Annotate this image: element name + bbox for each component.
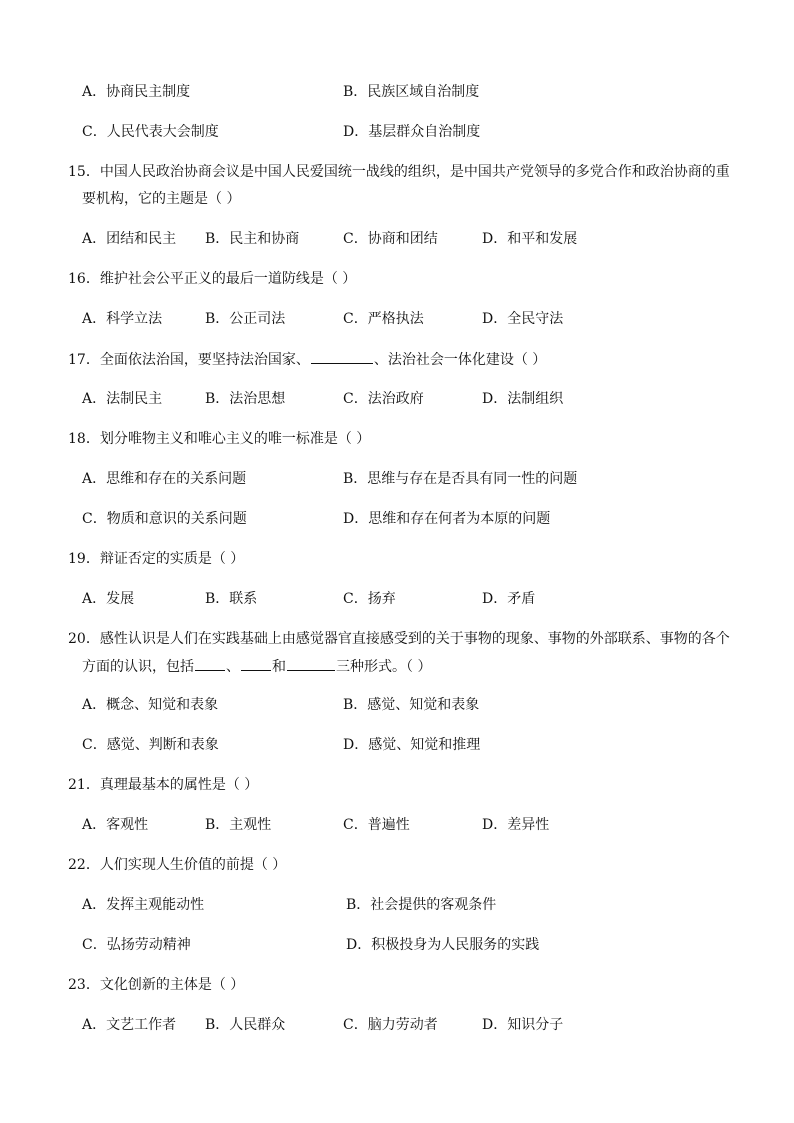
q16-stem-text: 16．维护社会公平正义的最后一道防线是（ ） (68, 271, 357, 287)
q17-stem-part-b: 、法治社会一体化建设（ ） (373, 352, 547, 368)
q22-option-d: D．积极投身为人民服务的实践 (346, 937, 540, 953)
q16-option-b: B．公正司法 (205, 311, 286, 327)
q15-option-c: C．协商和团结 (343, 231, 438, 247)
q21-option-c: C．普遍性 (343, 817, 410, 833)
q15-option-a: A．团结和民主 (82, 231, 177, 247)
q17-option-d: D．法制组织 (482, 391, 564, 407)
q20-separator-1: 、 (226, 659, 240, 675)
q21-stem-text: 21．真理最基本的属性是（ ） (68, 777, 259, 793)
q19-stem-text: 19．辩证否定的实质是（ ） (68, 551, 245, 567)
q16-option-a: A．科学立法 (82, 311, 163, 327)
q19-option-a: A．发展 (82, 591, 135, 607)
q21-option-d: D．差异性 (482, 817, 550, 833)
q15-option-b: B．民主和协商 (205, 231, 300, 247)
q15-stem-text-1: 15．中国人民政治协商会议是中国人民爱国统一战线的组织，是中国共产党领导的多党合作和政治协商的重 (68, 164, 730, 180)
q15-option-d: D．和平和发展 (482, 231, 578, 247)
q19-option-d: D．矛盾 (482, 591, 536, 607)
q23-stem-text: 23．文化创新的主体是（ ） (68, 977, 245, 993)
q16-option-d: D．全民守法 (482, 311, 564, 327)
q20-separator-2: 和 (272, 659, 286, 675)
q14-option-a: A．协商民主制度 (82, 84, 191, 100)
q20-fill-blank-1 (195, 656, 225, 671)
q17-option-c: C．法治政府 (343, 391, 424, 407)
q20-fill-blank-2 (241, 656, 271, 671)
q22-option-a: A．发挥主观能动性 (82, 897, 205, 913)
q20-option-a: A．概念、知觉和表象 (82, 697, 219, 713)
q14-option-d: D．基层群众自治制度 (343, 124, 481, 140)
q17-option-a: A．法制民主 (82, 391, 163, 407)
q18-stem-text: 18．划分唯物主义和唯心主义的唯一标准是（ ） (68, 431, 371, 447)
q22-option-b: B．社会提供的客观条件 (346, 897, 497, 913)
q23-option-b: B．人民群众 (205, 1017, 286, 1033)
q20-stem-part-b: 三种形式。（ ） (336, 659, 432, 675)
q22-stem-text: 22．人们实现人生价值的前提（ ） (68, 857, 287, 873)
q23-option-a: A．文艺工作者 (82, 1017, 177, 1033)
q20-fill-blank-3 (287, 656, 335, 671)
q18-option-d: D．思维和存在何者为本原的问题 (343, 511, 551, 527)
q17-option-b: B．法治思想 (205, 391, 286, 407)
q15-stem-text-2: 要机构，它的主题是（ ） (82, 191, 241, 207)
q21-option-a: A．客观性 (82, 817, 149, 833)
q19-option-c: C．扬弃 (343, 591, 396, 607)
q20-option-b: B．感觉、知觉和表象 (343, 697, 480, 713)
q20-option-c: C．感觉、判断和表象 (82, 737, 219, 753)
q18-option-b: B．思维与存在是否具有同一性的问题 (343, 471, 578, 487)
q18-option-c: C．物质和意识的关系问题 (82, 511, 247, 527)
q14-option-c: C．人民代表大会制度 (82, 124, 219, 140)
q20-stem-text-2 (82, 656, 431, 677)
q18-option-a: A．思维和存在的关系问题 (82, 471, 247, 487)
q17-stem-part-a: 17．全面依法治国，要坚持法治国家、 (68, 352, 310, 368)
q22-option-c: C．弘扬劳动精神 (82, 937, 191, 953)
q21-option-b: B．主观性 (205, 817, 272, 833)
q17-fill-blank (311, 349, 373, 364)
q23-option-c: C．脑力劳动者 (343, 1017, 438, 1033)
q20-stem-text-1: 20．感性认识是人们在实践基础上由感觉器官直接感受到的关于事物的现象、事物的外部联系、事物的各个 (68, 631, 730, 647)
q16-option-c: C．严格执法 (343, 311, 424, 327)
q23-option-d: D．知识分子 (482, 1017, 564, 1033)
q14-option-b: B．民族区域自治制度 (343, 84, 480, 100)
q17-stem-text (68, 349, 546, 370)
q20-stem-part-a: 方面的认识，包括 (82, 659, 194, 675)
q20-option-d: D．感觉、知觉和推理 (343, 737, 481, 753)
q19-option-b: B．联系 (205, 591, 258, 607)
